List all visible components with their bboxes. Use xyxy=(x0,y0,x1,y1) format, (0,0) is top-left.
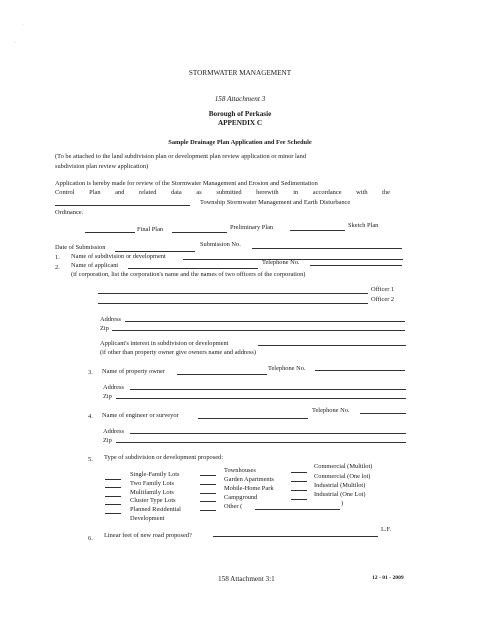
multifamily-checkbox[interactable] xyxy=(105,496,121,497)
zip-label-engineer: Zip xyxy=(103,437,112,444)
intro-para2-line2: Control Plan and related data as submitted herewith in accordance with the xyxy=(55,189,390,196)
appendix-label: APPENDIX C xyxy=(217,119,263,127)
address-label-owner: Address xyxy=(103,384,124,391)
applicant-name-field[interactable] xyxy=(128,268,258,269)
date-submission-field[interactable] xyxy=(115,251,195,252)
item1-number: 1. xyxy=(55,254,60,261)
date-submission-label: Date of Submission xyxy=(55,244,106,251)
item3-label: Name of property owner xyxy=(102,368,165,375)
item3-number: 3. xyxy=(88,369,93,376)
final-plan-blank[interactable] xyxy=(85,232,135,233)
item6-label: Linear feet of new road proposed? xyxy=(104,532,192,539)
intro-para1-line1: (To be attached to the land subdivision plan or development plan review application or minor land xyxy=(55,153,307,160)
officer2-field[interactable] xyxy=(98,303,368,304)
page-number: 158 Attachment 3:1 xyxy=(218,575,275,583)
industrial-one-lot-checkbox[interactable] xyxy=(291,499,307,500)
preliminary-plan-label: Preliminary Plan xyxy=(230,224,274,231)
telephone-label-3: Telephone No. xyxy=(268,365,306,372)
commercial-multilot-checkbox[interactable] xyxy=(291,472,307,473)
telephone-label-2: Telephone No. xyxy=(262,259,300,266)
mobile-home-checkbox[interactable] xyxy=(200,493,216,494)
footer-date: 12 - 01 - 2009 xyxy=(372,575,404,581)
intro-para2-line3: Township Stormwater Management and Earth Disturbance xyxy=(200,199,351,206)
attachment-label: 158 Attachment 3 xyxy=(214,95,266,103)
applicant-zip-field[interactable] xyxy=(112,330,405,331)
officer2-label: Officer 2 xyxy=(371,296,395,303)
dev-type-mobile-home: Mobile-Home Park xyxy=(224,485,274,492)
engineer-telephone-field[interactable] xyxy=(360,413,406,414)
item2-note: (if corporation, list the corporation's name and the names of two officers of the corporation) xyxy=(71,271,306,278)
dev-type-cluster: Cluster Type Lots xyxy=(130,497,176,504)
item1-label: Name of subdivision or development xyxy=(71,253,166,260)
owner-zip-field[interactable] xyxy=(116,398,406,399)
submission-no-field[interactable] xyxy=(252,248,402,249)
item5-label: Type of subdivision or development proposed: xyxy=(104,454,224,461)
borough-name: Borough of Perkasie xyxy=(208,110,272,118)
dev-type-two-family: Two Family Lots xyxy=(130,480,174,487)
commercial-one-lot-checkbox[interactable] xyxy=(291,481,307,482)
dev-type-industrial-multilot: Industrial (Multilot) xyxy=(314,482,366,489)
final-plan-label: Final Plan xyxy=(137,226,164,233)
single-family-checkbox[interactable] xyxy=(105,479,121,480)
sketch-plan-blank[interactable] xyxy=(290,230,345,231)
other-description-field[interactable] xyxy=(255,509,340,510)
officer1-label: Officer 1 xyxy=(371,286,395,293)
owner-telephone-field[interactable] xyxy=(315,370,405,371)
item4-label: Name of engineer or surveyor xyxy=(102,412,179,419)
lf-unit: L.F. xyxy=(381,526,392,533)
industrial-multilot-checkbox[interactable] xyxy=(291,490,307,491)
dev-type-commercial-multilot: Commercial (Multilot) xyxy=(314,463,373,470)
zip-label-owner: Zip xyxy=(103,393,112,400)
officer1-field[interactable] xyxy=(98,293,368,294)
applicant-telephone-field[interactable] xyxy=(310,265,402,266)
owner-address-field[interactable] xyxy=(130,389,406,390)
zip-label-applicant: Zip xyxy=(100,325,109,332)
planned-residential-checkbox[interactable] xyxy=(105,513,121,514)
preliminary-plan-blank[interactable] xyxy=(172,232,227,233)
interest-field[interactable] xyxy=(258,345,406,346)
dev-type-industrial-one-lot: Industrial (One Lot) xyxy=(314,491,366,498)
intro-para2-line4: Ordinance. xyxy=(55,209,84,216)
interest-note: (if other than property owner give owners name and address) xyxy=(100,349,256,356)
dev-type-other: Other ( xyxy=(224,503,243,510)
item2-label: Name of applicant xyxy=(71,262,119,269)
item6-number: 6. xyxy=(88,535,93,542)
address-label-engineer: Address xyxy=(103,428,124,435)
dev-type-multifamily: Multifamily Lots xyxy=(130,489,174,496)
form-subtitle: Sample Drainage Plan Application and Fee Schedule xyxy=(168,139,312,146)
intro-para2-line1: Application is hereby made for review of the Stormwater Management and Erosion and Sedimentation xyxy=(55,180,318,187)
dev-type-campground: Campground xyxy=(224,494,258,501)
submission-no-label: Submission No. xyxy=(200,241,241,248)
campground-checkbox[interactable] xyxy=(200,501,216,502)
engineer-name-field[interactable] xyxy=(198,418,308,419)
dev-type-single-family: Single-Family Lots xyxy=(130,471,180,478)
sketch-plan-label: Sketch Plan xyxy=(348,222,379,229)
dev-type-townhouses: Townhouses xyxy=(224,467,256,474)
address-label-applicant: Address xyxy=(100,316,121,323)
doc-title: STORMWATER MANAGEMENT xyxy=(188,69,292,77)
item4-number: 4. xyxy=(88,413,93,420)
linear-feet-field[interactable] xyxy=(213,536,378,537)
dev-type-planned-residential: Planned Residential xyxy=(130,506,181,513)
interest-label: Applicant's interest in subdivision or development xyxy=(100,340,229,347)
intro-para1-line2: subdivision plan review application) xyxy=(55,163,149,170)
cluster-checkbox[interactable] xyxy=(105,504,121,505)
dev-type-development: Development xyxy=(130,515,165,522)
township-name-blank[interactable] xyxy=(55,205,190,206)
property-owner-field[interactable] xyxy=(177,374,267,375)
scan-artifact: · xyxy=(14,40,16,46)
scan-artifact: · xyxy=(22,22,24,28)
applicant-address-field[interactable] xyxy=(125,321,405,322)
item2-number: 2. xyxy=(55,264,60,271)
telephone-label-4: Telephone No. xyxy=(312,407,350,414)
engineer-address-field[interactable] xyxy=(130,433,406,434)
engineer-zip-field[interactable] xyxy=(116,442,406,443)
garden-apartments-checkbox[interactable] xyxy=(200,484,216,485)
townhouses-checkbox[interactable] xyxy=(200,475,216,476)
item5-number: 5. xyxy=(88,456,93,463)
dev-type-commercial-one-lot: Commercial (One lot) xyxy=(314,473,371,480)
two-family-checkbox[interactable] xyxy=(105,487,121,488)
other-close-paren: ) xyxy=(341,500,344,507)
dev-type-garden-apartments: Garden Apartments xyxy=(224,476,274,483)
other-checkbox[interactable] xyxy=(200,510,216,511)
